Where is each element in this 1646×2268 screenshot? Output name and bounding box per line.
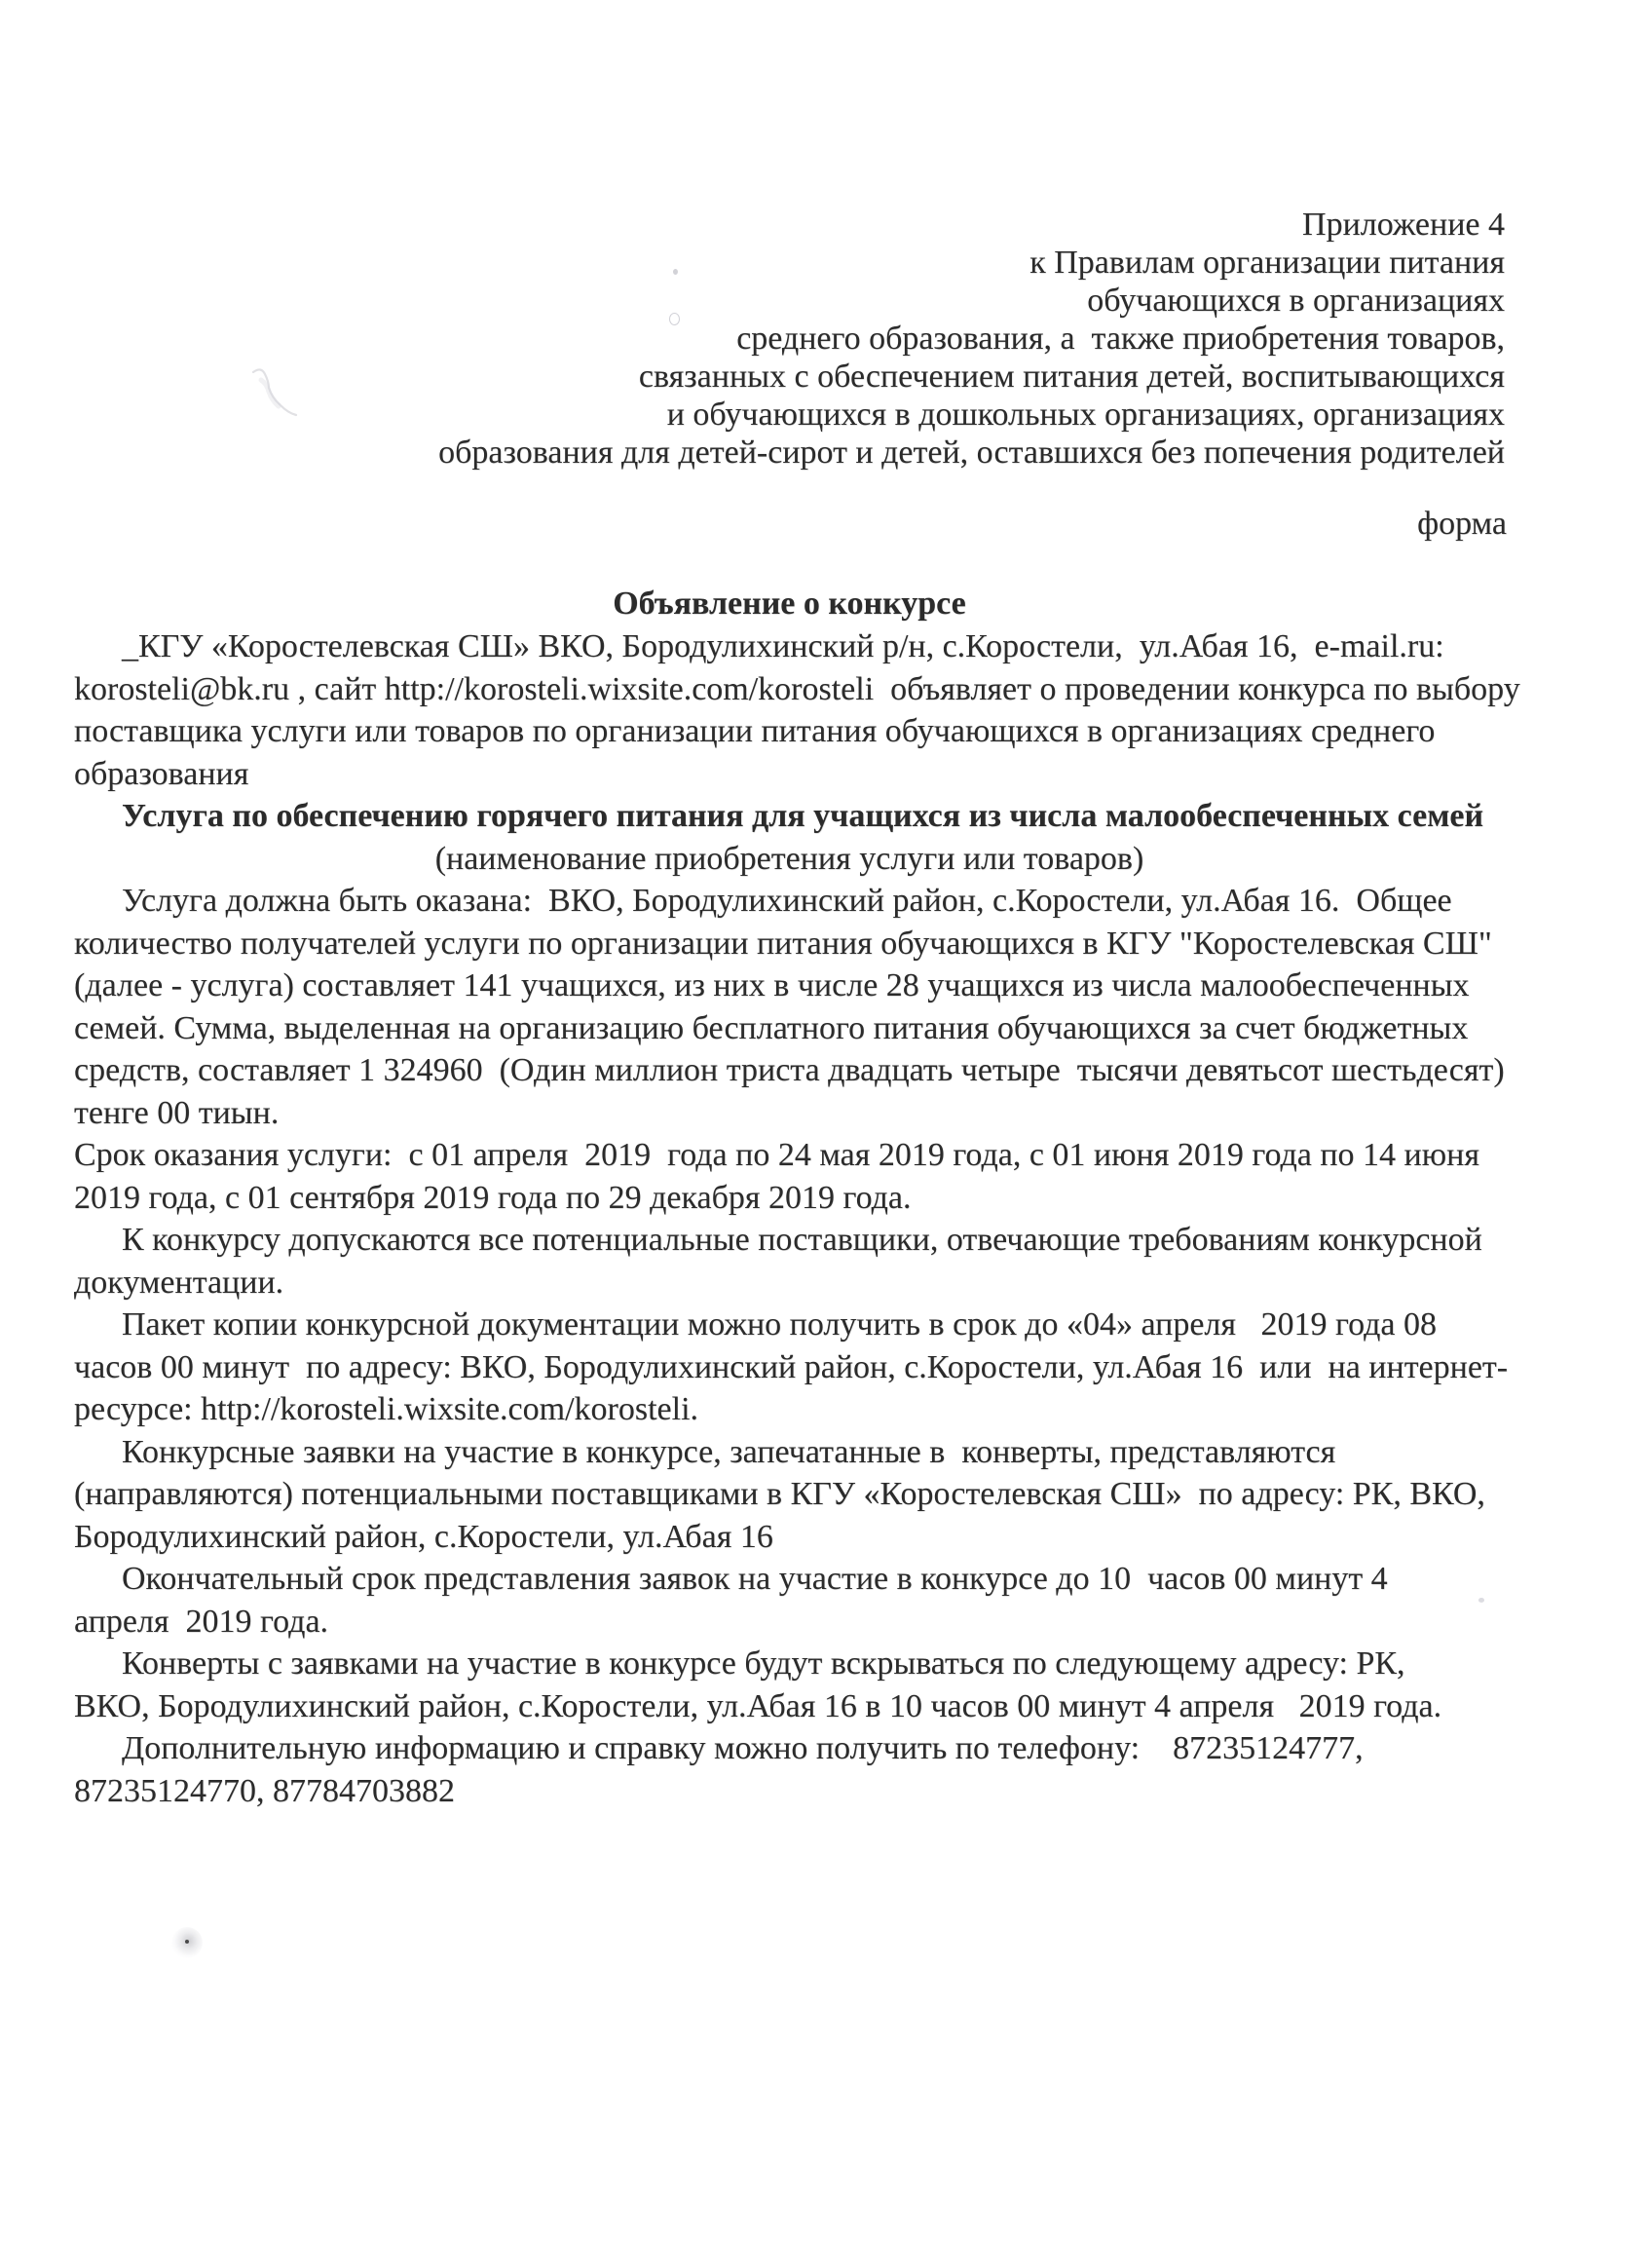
doc-line: средств, составляет 1 324960 (Один миллион триста двадцать четыре тысячи девятьсот шестьдесят) [74, 1052, 1505, 1088]
doc-line: Конкурсные заявки на участие в конкурсе, запечатанные в конверты, представляются [122, 1433, 1336, 1470]
header-line: связанных с обеспечением питания детей, воспитывающихся [638, 359, 1505, 395]
form-label: форма [1417, 506, 1507, 542]
doc-line: Бородулихинский район, с.Коростели, ул.Абая 16 [74, 1518, 773, 1555]
doc-body [74, 625, 1520, 1812]
doc-line: часов 00 минут по адресу: ВКО, Бородулихинский район, с.Коростели, ул.Абая 16 или на интернет- [74, 1348, 1509, 1385]
doc-caption-line: (наименование приобретения услуги или товаров) [434, 840, 1144, 877]
doc-line: Услуга должна быть оказана: ВКО, Бородулихинский район, с.Коростели, ул.Абая 16. Общее [122, 883, 1452, 919]
doc-line: 2019 года, с 01 сентября 2019 года по 29 декабря 2019 года. [74, 1179, 912, 1216]
doc-line: поставщика услуги или товаров по организации питания обучающихся в организациях среднего [74, 713, 1436, 749]
doc-line: Дополнительную информацию и справку можно получить по телефону: 87235124777, [122, 1730, 1364, 1766]
doc-line: тенге 00 тиын. [74, 1094, 280, 1131]
doc-line: К конкурсу допускаются все потенциальные поставщики, отвечающие требованиям конкурсной [122, 1222, 1482, 1258]
header-line: обучающихся в организациях [1087, 283, 1505, 319]
appendix-number: Приложение 4 [1302, 207, 1505, 243]
doc-line: Срок оказания услуги: с 01 апреля 2019 года по 24 мая 2019 года, с 01 июня 2019 года по 14 июня [74, 1137, 1479, 1173]
doc-title: Объявление о конкурсе [613, 586, 966, 622]
doc-line: Пакет копии конкурсной документации можно получить в срок до «04» апреля 2019 года 08 [122, 1306, 1438, 1342]
scan-artifact-pencil-squiggle [242, 359, 310, 436]
doc-line: апреля 2019 года. [74, 1603, 329, 1640]
doc-line: 87235124770, 87784703882 [74, 1772, 455, 1809]
doc-line: количество получателей услуги по организации питания обучающихся в КГУ "Коростелевская СШ" [74, 925, 1492, 962]
header-line: образования для детей-сирот и детей, оставшихся без попечения родителей [438, 435, 1505, 471]
doc-line: документации. [74, 1264, 284, 1301]
doc-line: korosteli@bk.ru , сайт http://korosteli.wixsite.com/korosteli объявляет о проведении конкурса по выбору [74, 670, 1520, 707]
appendix-header [438, 206, 1505, 472]
header-line: среднего образования, а также приобретения товаров, [736, 321, 1505, 357]
header-line: и обучающихся в дошкольных организациях, организациях [666, 397, 1505, 433]
doc-line: ресурсе: http://korosteli.wixsite.com/korosteli. [74, 1391, 699, 1427]
doc-line: ВКО, Бородулихинский район, с.Коростели, ул.Абая 16 в 10 часов 00 минут 4 апреля 2019 года. [74, 1687, 1442, 1724]
doc-line: образования [74, 755, 249, 792]
doc-line: семей. Сумма, выделенная на организацию бесплатного питания обучающихся за счет бюджетных [74, 1009, 1469, 1046]
scan-artifact-smudge [171, 1927, 203, 1958]
doc-line: _КГУ «Коростелевская СШ» ВКО, Бородулихинский р/н, с.Коростели, ул.Абая 16, e-mail.ru: [122, 628, 1444, 664]
header-line: к Правилам организации питания [1029, 245, 1505, 281]
doc-line: (направляются) потенциальными поставщиками в КГУ «Коростелевская СШ» по адресу: РК, ВКО, [74, 1476, 1485, 1512]
doc-subject-line: Услуга по обеспечению горячего питания для учащихся из числа малообеспеченных семей [122, 798, 1484, 834]
doc-line: Конверты с заявками на участие в конкурсе будут вскрываться по следующему адресу: РК, [122, 1645, 1405, 1682]
scan-artifact-dot [185, 1940, 189, 1944]
doc-line: (далее - услуга) составляет 141 учащихся, из них в числе 28 учащихся из числа малообеспеченных [74, 967, 1470, 1003]
doc-line: Окончательный срок представления заявок на участие в конкурсе до 10 часов 00 минут 4 [122, 1561, 1388, 1597]
